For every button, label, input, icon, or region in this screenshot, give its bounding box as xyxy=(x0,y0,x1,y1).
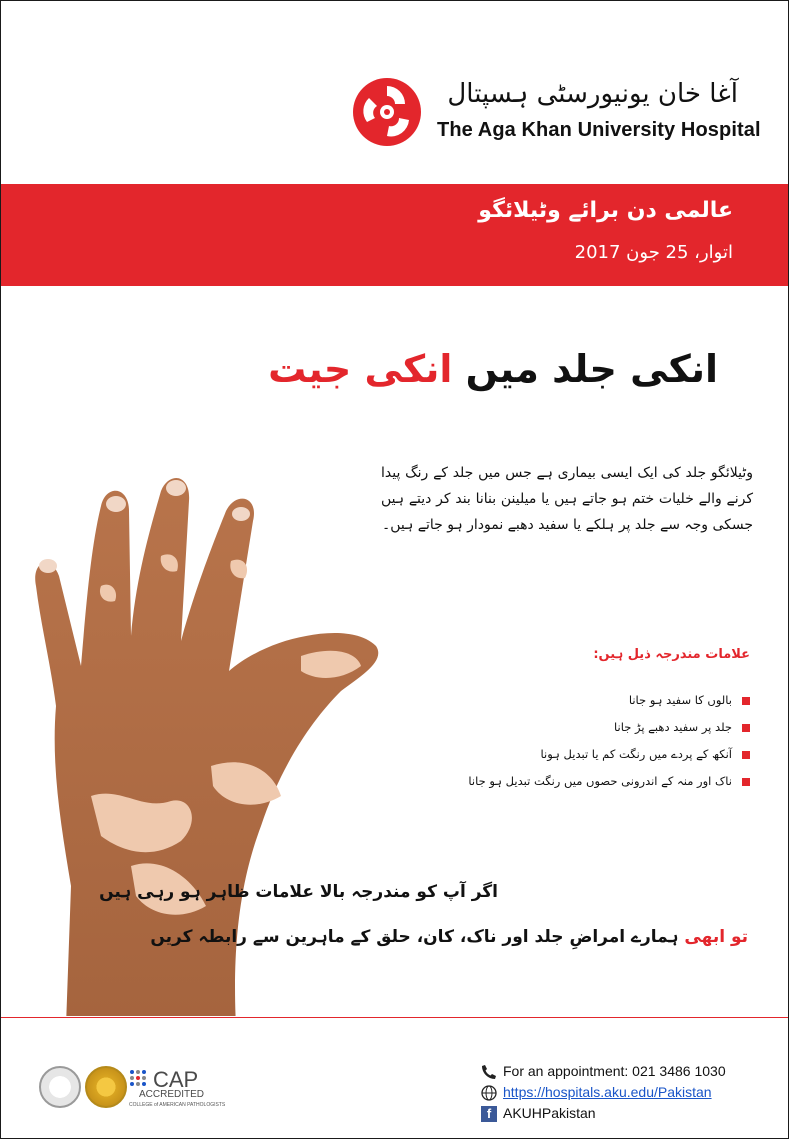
cap-organization: COLLEGE of AMERICAN PATHOLOGISTS xyxy=(129,1102,226,1108)
globe-icon xyxy=(481,1085,497,1101)
website-row xyxy=(481,1082,726,1103)
event-date: اتوار، 25 جون 2017 xyxy=(574,242,733,263)
appointment-phone: For an appointment: 021 3486 1030 xyxy=(503,1063,726,1079)
cap-title: CAP xyxy=(153,1067,199,1092)
bullet-icon xyxy=(742,778,750,786)
list-item: ناک اور منہ کے اندرونی حصوں میں رنگت تبدیل ہو جانا xyxy=(430,768,750,795)
list-item: بالوں کا سفید ہو جانا xyxy=(430,687,750,714)
facebook-handle[interactable]: AKUHPakistan xyxy=(503,1105,596,1121)
website-link[interactable]: https://hospitals.aku.edu/Pakistan xyxy=(503,1084,712,1100)
headline-part2: انکی جیت xyxy=(268,347,453,391)
cta-line1: اگر آپ کو مندرجہ بالا علامات ظاہر ہو رہی ہیں xyxy=(99,882,498,902)
cta-rest: ہمارے امراضِ جلد اور ناک، کان، حلق کے ماہرین سے رابطہ کریں xyxy=(150,927,679,947)
facebook-row xyxy=(481,1103,726,1124)
phone-icon xyxy=(481,1064,497,1080)
event-banner xyxy=(1,184,788,286)
jci-accreditation-seal-icon xyxy=(85,1066,127,1108)
bullet-icon xyxy=(742,724,750,732)
headline-part1: انکی جلد میں xyxy=(465,347,718,391)
footer-divider xyxy=(1,1017,788,1018)
symptoms-list xyxy=(430,687,750,795)
bullet-icon xyxy=(742,697,750,705)
list-item: جلد پر سفید دھبے پڑ جانا xyxy=(430,714,750,741)
cap-subtitle: ACCREDITED xyxy=(139,1089,205,1100)
symptoms-title: علامات مندرجہ ذیل ہیں: xyxy=(593,647,750,662)
cta-emphasis: تو ابھی xyxy=(684,927,748,947)
event-title: عالمی دن برائے وٹیلائگو xyxy=(478,198,733,223)
bullet-icon xyxy=(742,751,750,759)
iso-certification-seal-icon xyxy=(39,1066,81,1108)
hospital-name-urdu: آغا خان یونیورسٹی ہسپتال xyxy=(447,79,738,109)
headline xyxy=(268,347,718,393)
cap-accredited-logo xyxy=(129,1067,229,1111)
hospital-name-english: The Aga Khan University Hospital xyxy=(437,119,761,141)
list-item: آنکھ کے پردے میں رنگت کم یا تبدیل ہونا xyxy=(430,741,750,768)
appointment-row xyxy=(481,1061,726,1082)
aku-logo-icon xyxy=(351,76,423,148)
cta-line2 xyxy=(150,926,748,947)
cap-grid-icon xyxy=(129,1069,147,1087)
facebook-icon: f xyxy=(481,1106,497,1122)
contact-info xyxy=(481,1061,726,1124)
vitiligo-description: وٹیلائگو جلد کی ایک ایسی بیماری ہے جس میں جلد کے رنگ پیدا کرنے والے خلیات ختم ہو جاتے ہیں یا میلینن بنانا بند کر دیتے ہیں جسکی وجہ سے جلد پر ہلکے یا سفید دھبے نمودار ہو جاتے ہیں۔ xyxy=(381,465,753,533)
